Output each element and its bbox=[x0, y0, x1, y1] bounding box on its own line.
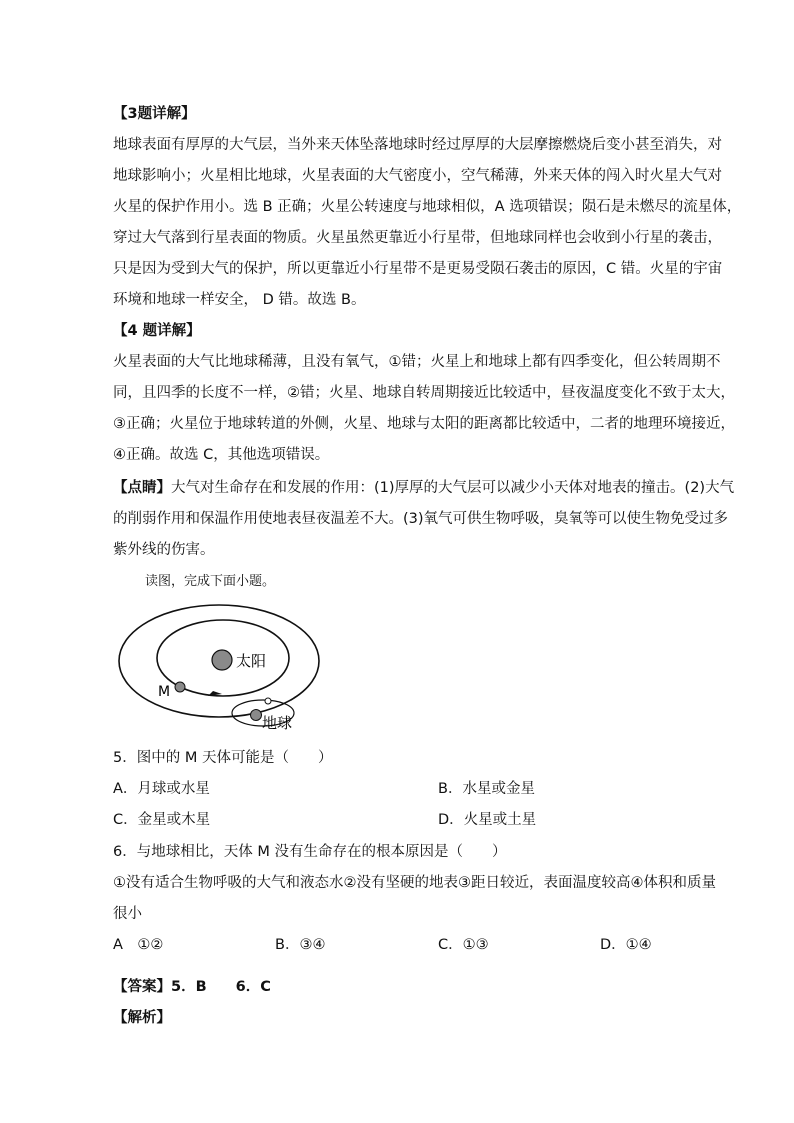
q6-statements-line-1: ①没有适合生物呼吸的大气和液态水②没有坚硬的地表③距日较近，表面温度较高④体积和质量 bbox=[113, 875, 716, 891]
earth-label: 地球 bbox=[262, 714, 293, 732]
section-4-line-2: 同，且四季的长度不一样，②错；火星、地球自转周期接近比较适中，昼夜温度变化不致于太大， bbox=[113, 385, 735, 401]
section-3-heading: 【3题详解】 bbox=[113, 106, 196, 122]
section-4-line-3: ③正确；火星位于地球转道的外侧，火星、地球与太阳的距离都比较适中，二者的地理环境接近， bbox=[113, 416, 735, 432]
dianjing-line-3: 紫外线的伤害。 bbox=[113, 542, 215, 558]
section-3-line-5: 只是因为受到大气的保护，所以更靠近小行星带不是更易受陨石袭击的原因，C 错。火星的宇宙 bbox=[113, 261, 723, 277]
planet-m-label: M bbox=[158, 684, 171, 700]
answer-label: 【答案】 bbox=[113, 979, 171, 995]
sun-label: 太阳 bbox=[236, 652, 267, 670]
section-4-line-1: 火星表面的大气比地球稀薄，且没有氧气，①错；火星上和地球上都有四季变化，但公转周期不 bbox=[113, 354, 721, 370]
q5-option-c: C．金星或木星 bbox=[113, 812, 211, 828]
section-3-line-4: 穿过大气落到行星表面的物质。火星虽然更靠近小行星带，但地球同样也会收到小行星的袭击， bbox=[113, 230, 722, 246]
planet-m-icon bbox=[175, 682, 185, 692]
q5-option-a: A．月球或水星 bbox=[113, 781, 210, 797]
dianjing-text-1: 大气对生命存在和发展的作用：(1)厚厚的大气层可以减少小天体对地表的撞击。(2)大气 bbox=[171, 480, 735, 496]
answer-line bbox=[113, 977, 271, 997]
q6-option-b: B．③④ bbox=[275, 937, 326, 953]
analysis-heading: 【解析】 bbox=[113, 1010, 171, 1026]
q6-option-c: C．①③ bbox=[438, 937, 489, 953]
dianjing-heading: 【点睛】 bbox=[113, 480, 171, 496]
section-4-heading: 【4 题详解】 bbox=[113, 323, 201, 339]
dianjing-line-2: 的削弱作用和保温作用使地表昼夜温差不大。(3)氧气可供生物呼吸，臭氧等可以使生物免受过多 bbox=[113, 511, 729, 527]
q6-option-d: D．①④ bbox=[600, 937, 652, 953]
q5-option-d: D．火星或土星 bbox=[438, 812, 537, 828]
section-3-line-2: 地球影响小；火星相比地球，火星表面的大气密度小，空气稀薄，外来天体的闯入时火星大气对 bbox=[113, 168, 722, 184]
q6-option-a: A ①② bbox=[113, 937, 164, 953]
orbit-diagram bbox=[110, 595, 330, 745]
dianjing-line-1 bbox=[113, 478, 734, 498]
moon-icon bbox=[265, 698, 271, 704]
q5-stem: 5．图中的 M 天体可能是（ ） bbox=[113, 750, 333, 766]
section-3-line-1: 地球表面有厚厚的大气层，当外来天体坠落地球时经过厚厚的大层摩擦燃烧后变小甚至消失，对 bbox=[113, 137, 722, 153]
sun-icon bbox=[212, 650, 232, 670]
section-3-line-3: 火星的保护作用小。选 B 正确；火星公转速度与地球相似，A 选项错误；陨石是未燃尽的流星体， bbox=[113, 199, 742, 215]
q6-statements-line-2: 很小 bbox=[113, 906, 142, 922]
q5-option-b: B．水星或金星 bbox=[438, 781, 535, 797]
figure-caption: 读图，完成下面小题。 bbox=[145, 574, 276, 589]
section-4-line-4: ④正确。故选 C，其他选项错误。 bbox=[113, 447, 330, 463]
earth-icon bbox=[251, 710, 262, 721]
section-3-line-6: 环境和地球一样安全， D 错。故选 B。 bbox=[113, 292, 366, 308]
answer-value: 5．B 6．C bbox=[171, 979, 271, 995]
q6-stem: 6．与地球相比，天体 M 没有生命存在的根本原因是（ ） bbox=[113, 844, 507, 860]
